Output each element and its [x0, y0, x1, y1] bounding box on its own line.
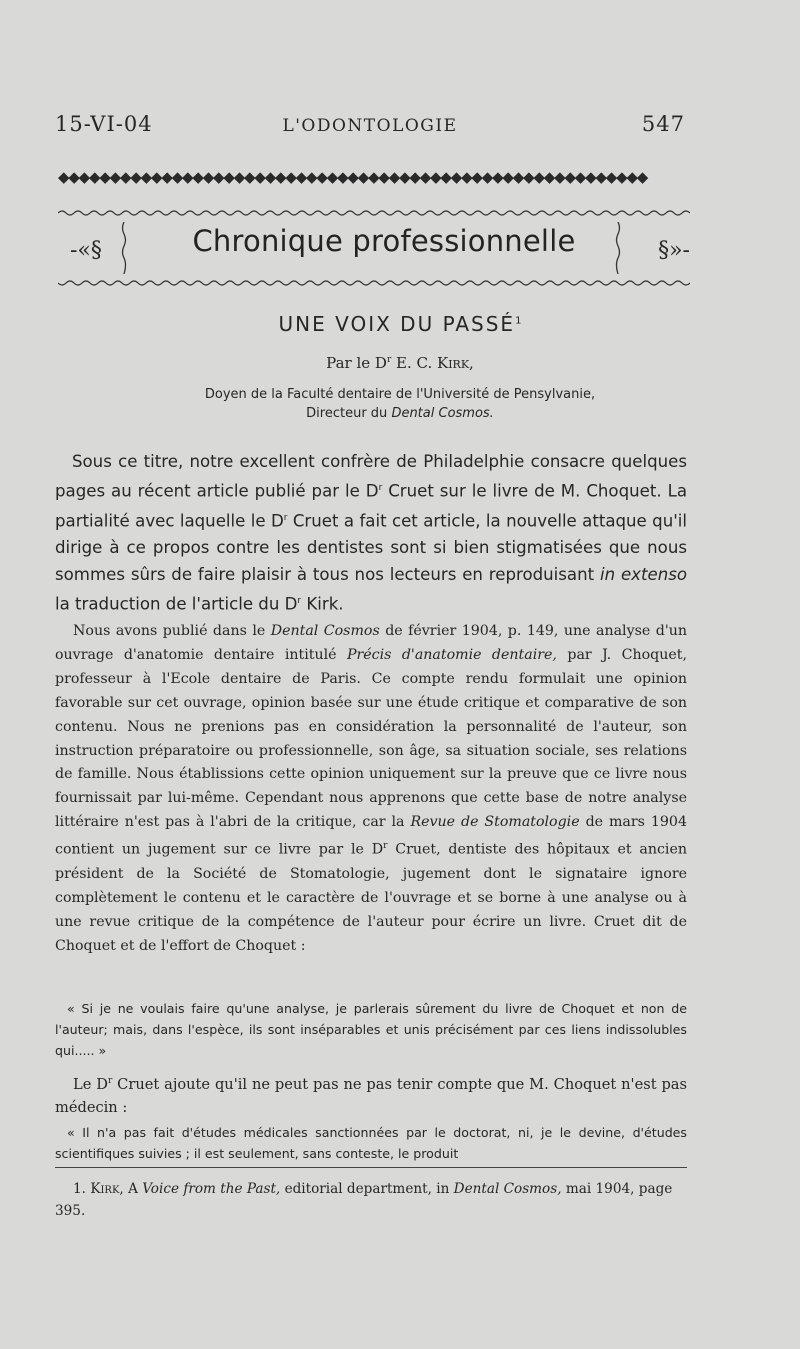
running-head: [55, 112, 685, 142]
diamond-border-ornament: ◆◆◆◆◆◆◆◆◆◆◆◆◆◆◆◆◆◆◆◆◆◆◆◆◆◆◆◆◆◆◆◆◆◆◆◆◆◆◆◆◆◆◆◆◆◆◆◆◆◆◆◆◆◆◆◆◆: [58, 168, 648, 186]
left-scroll-ornament-icon: -«§: [70, 238, 102, 263]
section-banner: [58, 218, 690, 276]
quotation-2: « Il n'a pas fait d'études médicales sanctionnées par le doctorat, ni, je le devine, d'études scientifiques suivies ; il est seulement, sans conteste, le produit: [55, 1125, 687, 1161]
running-head-journal: L'ODONTOLOGIE: [282, 116, 458, 136]
wavy-rule-top: [58, 208, 690, 218]
author-name: E. C. Kirk,: [396, 354, 474, 372]
page-number: 547: [641, 112, 685, 136]
right-scroll-ornament-icon: §»-: [658, 238, 690, 263]
quotation-1: « Si je ne voulais faire qu'une analyse, je parlerais sûrement du livre de Choquet et non de l'auteur; mais, dans l'espèce, ils sont inséparables et unis précisément par ces liens indissolubles qui..... »: [55, 1001, 687, 1058]
article-title: UNE VOIX DU PASSÉ$^1$: [278, 312, 522, 336]
body-paragraph-2: Le $D^r$ Cruet ajoute qu'il ne peut pas ne pas tenir compte que M. Choquet n'est pas médecin :: [55, 1075, 687, 1116]
footnote-divider: [55, 1167, 687, 1168]
wavy-rule-bottom: [58, 278, 690, 288]
body-paragraph-1: Nous avons publié dans le Dental Cosmos de février 1904, p. 149, une analyse d'un ouvrage d'anatomie dentaire intitulé Précis d'anatomie dentaire, par J. Choquet, professeur à l'Ecole dentaire de Paris. Ce compte rendu formulait une opinion favorable sur cet ouvrage, opinion basée sur une étude critique et comparative de son contenu. Nous ne prenions pas en considération la personnalité de l'auteur, son instruction préparatoire ou professionnelle, son âge, sa situation sociale, ses relations de famille. Nous établissions cette opinion uniquement sur la preuve que ce livre nous fournissait par lui-même. Cependant nous apprenons que cette base de notre analyse littéraire n'est pas à l'abri de la critique, car la Revue de Stomatologie de mars 1904 contient un jugement sur ce livre par le $D^r$ Cruet, dentiste des hôpitaux et ancien président de la Société de Stomatologie, jugement dont le signataire ignore complètement le contenu et le caractère de l'ouvrage et se borne à une analyse ou à une revue critique de la compétence de l'auteur pour écrire un livre. Cruet dit de Choquet et de l'effort de Choquet :: [55, 623, 687, 954]
section-title: Chronique professionnelle: [192, 224, 576, 258]
intro-paragraph: Sous ce titre, notre excellent confrère de Philadelphie consacre quelques pages au récent article publié par le $D^r$ Cruet sur le livre de M. Choquet. La partialité avec laquelle le $D^r$ Cruet a fait cet article, la nouvelle attaque qu'il dirige à ce propos contre les dentistes sont si bien stigmatisées que nous sommes sûrs de faire plaisir à tous nos lecteurs en reproduisant in extenso la traduction de l'article du $D^r$ Kirk.: [55, 452, 688, 614]
footnote-ref: 1: [515, 315, 522, 327]
right-bar-ornament-icon: [614, 222, 622, 274]
footnote: 1. Kirk, A Voice from the Past, editorial department, in Dental Cosmos, mai 1904, page 395.: [55, 1181, 673, 1219]
left-bar-ornament-icon: [120, 222, 128, 274]
affiliation: Doyen de la Faculté dentaire de l'Université de Pensylvanie, Directeur du Dental Cosmos.: [204, 387, 596, 421]
byline: Par le $D^r$ E. C. Kirk,: [326, 354, 474, 372]
running-head-date: 15-VI-04: [55, 112, 153, 136]
